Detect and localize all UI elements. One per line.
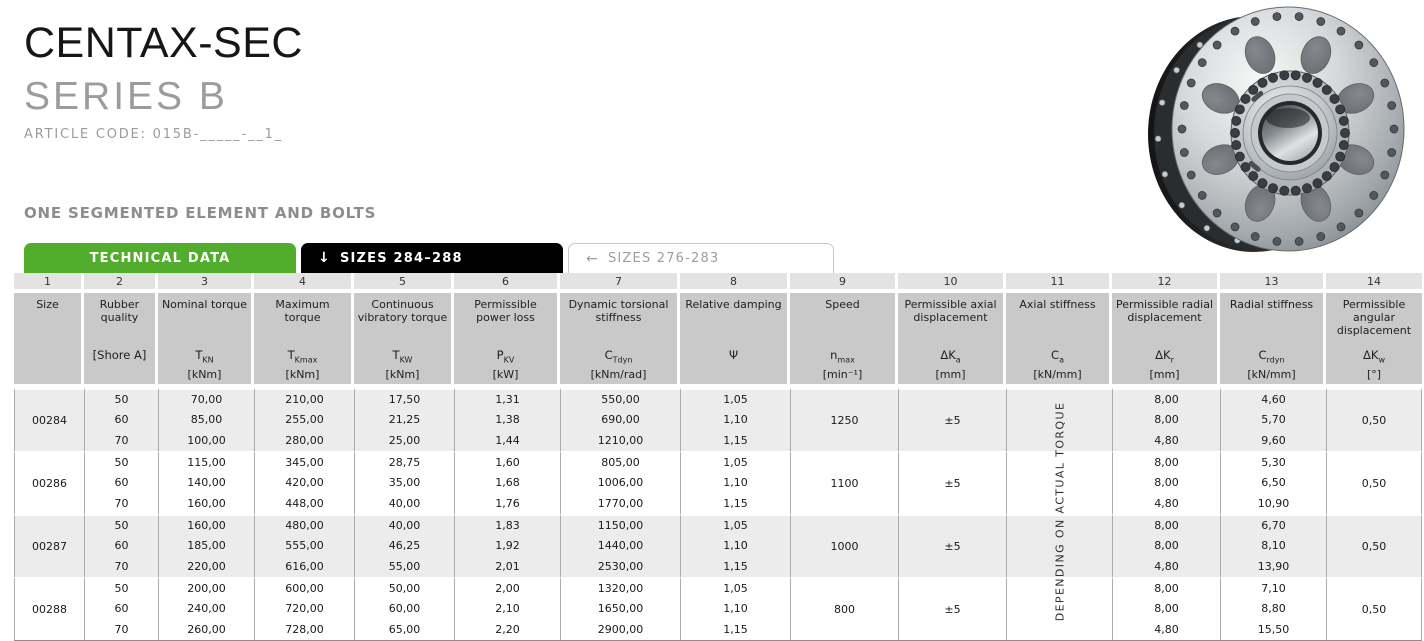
- column-number: 8: [680, 273, 790, 293]
- cell-torsional-stiffness: 1770,00: [560, 493, 680, 514]
- cell-radial-stiffness: 15,50: [1220, 619, 1326, 640]
- cell-damping: 1,15: [680, 556, 790, 577]
- column-number-row: [14, 273, 1422, 293]
- axial-stiffness-note: DEPENDING ON ACTUAL TORQUE: [1053, 401, 1067, 621]
- column-header: Size: [14, 293, 84, 388]
- cell-angular-displacement: 0,50: [1326, 577, 1422, 640]
- cell-damping: 1,15: [680, 619, 790, 640]
- cell-angular-displacement: 0,50: [1326, 388, 1422, 451]
- down-arrow-icon: ↓: [318, 250, 331, 266]
- series-title: SERIES B: [24, 75, 228, 118]
- table-row: [14, 598, 1422, 619]
- column-number: 2: [84, 273, 158, 293]
- cell-maximum-torque: 255,00: [254, 409, 354, 430]
- column-number: 6: [454, 273, 560, 293]
- cell-vibratory-torque: 35,00: [354, 472, 454, 493]
- column-header-row: [14, 293, 1422, 388]
- cell-torsional-stiffness: 1320,00: [560, 577, 680, 598]
- cell-shore: 70: [84, 619, 158, 640]
- product-image: [1138, 2, 1418, 266]
- cell-torsional-stiffness: 690,00: [560, 409, 680, 430]
- cell-nominal-torque: 160,00: [158, 514, 254, 535]
- cell-nominal-torque: 260,00: [158, 619, 254, 640]
- cell-vibratory-torque: 28,75: [354, 451, 454, 472]
- cell-nominal-torque: 70,00: [158, 388, 254, 409]
- cell-speed: 1100: [790, 451, 898, 514]
- cell-maximum-torque: 480,00: [254, 514, 354, 535]
- cell-vibratory-torque: 25,00: [354, 430, 454, 451]
- cell-power-loss: 1,92: [454, 535, 560, 556]
- cell-angular-displacement: 0,50: [1326, 451, 1422, 514]
- cell-vibratory-torque: 17,50: [354, 388, 454, 409]
- cell-power-loss: 1,68: [454, 472, 560, 493]
- cell-radial-stiffness: 4,60: [1220, 388, 1326, 409]
- table-row: [14, 514, 1422, 535]
- table-row: [14, 430, 1422, 451]
- cell-maximum-torque: 210,00: [254, 388, 354, 409]
- cell-maximum-torque: 720,00: [254, 598, 354, 619]
- cell-radial-displacement: 8,00: [1112, 451, 1220, 472]
- cell-damping: 1,10: [680, 535, 790, 556]
- technical-data-table: [14, 273, 1422, 641]
- cell-damping: 1,05: [680, 451, 790, 472]
- cell-vibratory-torque: 55,00: [354, 556, 454, 577]
- cell-torsional-stiffness: 2530,00: [560, 556, 680, 577]
- cell-power-loss: 1,31: [454, 388, 560, 409]
- column-number: 14: [1326, 273, 1422, 293]
- cell-nominal-torque: 85,00: [158, 409, 254, 430]
- cell-torsional-stiffness: 1440,00: [560, 535, 680, 556]
- cell-axial-displacement: ±5: [898, 577, 1006, 640]
- cell-shore: 70: [84, 430, 158, 451]
- cell-maximum-torque: 616,00: [254, 556, 354, 577]
- cell-nominal-torque: 115,00: [158, 451, 254, 472]
- cell-maximum-torque: 420,00: [254, 472, 354, 493]
- cell-vibratory-torque: 40,00: [354, 493, 454, 514]
- table-row: [14, 577, 1422, 598]
- cell-speed: 1250: [790, 388, 898, 451]
- cell-vibratory-torque: 60,00: [354, 598, 454, 619]
- cell-radial-stiffness: 7,10: [1220, 577, 1326, 598]
- cell-size: 00286: [14, 451, 84, 514]
- cell-damping: 1,10: [680, 598, 790, 619]
- cell-power-loss: 1,83: [454, 514, 560, 535]
- column-header: Dynamic torsional stiffness $C_{Tdyn}$ [kNm/rad]: [560, 293, 680, 388]
- cell-axial-displacement: ±5: [898, 388, 1006, 451]
- cell-shore: 60: [84, 598, 158, 619]
- cell-vibratory-torque: 40,00: [354, 514, 454, 535]
- cell-damping: 1,05: [680, 388, 790, 409]
- tab-bar: [24, 243, 834, 273]
- table-row: [14, 493, 1422, 514]
- cell-radial-displacement: 4,80: [1112, 619, 1220, 640]
- cell-radial-displacement: 8,00: [1112, 472, 1220, 493]
- cell-torsional-stiffness: 1210,00: [560, 430, 680, 451]
- cell-radial-displacement: 8,00: [1112, 388, 1220, 409]
- left-arrow-icon: ←: [586, 250, 599, 267]
- cell-torsional-stiffness: 805,00: [560, 451, 680, 472]
- cell-maximum-torque: 448,00: [254, 493, 354, 514]
- cell-shore: 50: [84, 388, 158, 409]
- cell-radial-displacement: 8,00: [1112, 598, 1220, 619]
- cell-radial-displacement: 4,80: [1112, 430, 1220, 451]
- cell-axial-displacement: ±5: [898, 514, 1006, 577]
- column-header: Speed $n_{max}$ [min⁻¹]: [790, 293, 898, 388]
- cell-axial-stiffness: [1006, 514, 1112, 577]
- page-title: CENTAX-SEC: [24, 19, 303, 67]
- cell-shore: 60: [84, 535, 158, 556]
- cell-vibratory-torque: 65,00: [354, 619, 454, 640]
- cell-radial-stiffness: 9,60: [1220, 430, 1326, 451]
- cell-maximum-torque: 345,00: [254, 451, 354, 472]
- column-header: Permissible power loss $P_{KV}$ [kW]: [454, 293, 560, 388]
- cell-radial-displacement: 8,00: [1112, 409, 1220, 430]
- cell-shore: 60: [84, 472, 158, 493]
- cell-nominal-torque: 240,00: [158, 598, 254, 619]
- cell-radial-stiffness: 5,30: [1220, 451, 1326, 472]
- cell-nominal-torque: 185,00: [158, 535, 254, 556]
- cell-power-loss: 2,00: [454, 577, 560, 598]
- table-body: [14, 388, 1422, 640]
- column-number: 13: [1220, 273, 1326, 293]
- column-header: Nominal torque $T_{KN}$ [kNm]: [158, 293, 254, 388]
- column-number: 12: [1112, 273, 1220, 293]
- cell-shore: 50: [84, 451, 158, 472]
- table-row: [14, 619, 1422, 640]
- cell-nominal-torque: 200,00: [158, 577, 254, 598]
- cell-axial-stiffness: [1006, 388, 1112, 451]
- cell-torsional-stiffness: 2900,00: [560, 619, 680, 640]
- cell-damping: 1,10: [680, 409, 790, 430]
- column-header: Axial stiffness $C_a$ [kN/mm]: [1006, 293, 1112, 388]
- cell-shore: 70: [84, 493, 158, 514]
- cell-shore: 60: [84, 409, 158, 430]
- table-head: [14, 273, 1422, 388]
- column-header: Relative damping Ψ: [680, 293, 790, 388]
- cell-radial-displacement: 4,80: [1112, 493, 1220, 514]
- column-number: 9: [790, 273, 898, 293]
- cell-maximum-torque: 555,00: [254, 535, 354, 556]
- cell-radial-displacement: 8,00: [1112, 535, 1220, 556]
- tab-label: TECHNICAL DATA: [89, 250, 231, 266]
- column-header: Permissible radial displacement $\Delta K_r$ [mm]: [1112, 293, 1220, 388]
- cell-radial-stiffness: 5,70: [1220, 409, 1326, 430]
- column-number: 5: [354, 273, 454, 293]
- column-number: 1: [14, 273, 84, 293]
- cell-damping: 1,05: [680, 514, 790, 535]
- article-code: ARTICLE CODE: 015B-_____-__1_: [24, 127, 284, 142]
- tab-sizes-284-288[interactable]: [301, 243, 563, 273]
- cell-radial-displacement: 4,80: [1112, 556, 1220, 577]
- cell-damping: 1,15: [680, 493, 790, 514]
- cell-angular-displacement: 0,50: [1326, 514, 1422, 577]
- cell-radial-stiffness: 8,80: [1220, 598, 1326, 619]
- cell-torsional-stiffness: 1150,00: [560, 514, 680, 535]
- table-row: [14, 535, 1422, 556]
- cell-speed: 800: [790, 577, 898, 640]
- column-header: Permissible angular displacement $\Delta K_w$ [°]: [1326, 293, 1422, 388]
- table-row: [14, 388, 1422, 409]
- table-row: [14, 472, 1422, 493]
- tab-label: SIZES 284–288: [339, 250, 463, 266]
- cell-power-loss: 2,20: [454, 619, 560, 640]
- cell-radial-stiffness: 6,70: [1220, 514, 1326, 535]
- column-header: Radial stiffness $C_{rdyn}$ [kN/mm]: [1220, 293, 1326, 388]
- technical-data-table-wrap: [14, 273, 1422, 641]
- cell-torsional-stiffness: 550,00: [560, 388, 680, 409]
- cell-maximum-torque: 600,00: [254, 577, 354, 598]
- cell-size: 00287: [14, 514, 84, 577]
- tab-sizes-276-283[interactable]: [568, 243, 834, 273]
- cell-damping: 1,15: [680, 430, 790, 451]
- cell-power-loss: 2,01: [454, 556, 560, 577]
- cell-radial-stiffness: 8,10: [1220, 535, 1326, 556]
- cell-axial-displacement: ±5: [898, 451, 1006, 514]
- cell-damping: 1,10: [680, 472, 790, 493]
- cell-vibratory-torque: 21,25: [354, 409, 454, 430]
- section-label: ONE SEGMENTED ELEMENT AND BOLTS: [24, 204, 377, 222]
- column-number: 11: [1006, 273, 1112, 293]
- cell-radial-displacement: 8,00: [1112, 514, 1220, 535]
- cell-maximum-torque: 280,00: [254, 430, 354, 451]
- column-header: Maximum torque $T_{Kmax}$ [kNm]: [254, 293, 354, 388]
- cell-size: 00284: [14, 388, 84, 451]
- cell-vibratory-torque: 46,25: [354, 535, 454, 556]
- cell-power-loss: 1,60: [454, 451, 560, 472]
- tab-label: SIZES 276-283: [607, 251, 720, 266]
- tab-technical-data[interactable]: [24, 243, 296, 273]
- cell-torsional-stiffness: 1650,00: [560, 598, 680, 619]
- cell-power-loss: 1,38: [454, 409, 560, 430]
- cell-torsional-stiffness: 1006,00: [560, 472, 680, 493]
- cell-radial-stiffness: 13,90: [1220, 556, 1326, 577]
- cell-shore: 50: [84, 514, 158, 535]
- cell-power-loss: 1,44: [454, 430, 560, 451]
- column-number: 7: [560, 273, 680, 293]
- cell-speed: 1000: [790, 514, 898, 577]
- column-number: 10: [898, 273, 1006, 293]
- cell-axial-stiffness: [1006, 577, 1112, 640]
- cell-nominal-torque: 100,00: [158, 430, 254, 451]
- cell-radial-stiffness: 6,50: [1220, 472, 1326, 493]
- cell-shore: 50: [84, 577, 158, 598]
- column-number: 4: [254, 273, 354, 293]
- column-number: 3: [158, 273, 254, 293]
- column-header: Permissible axial displacement $\Delta K_a$ [mm]: [898, 293, 1006, 388]
- cell-size: 00288: [14, 577, 84, 640]
- cell-power-loss: 2,10: [454, 598, 560, 619]
- cell-vibratory-torque: 50,00: [354, 577, 454, 598]
- cell-damping: 1,05: [680, 577, 790, 598]
- cell-nominal-torque: 160,00: [158, 493, 254, 514]
- cell-radial-displacement: 8,00: [1112, 577, 1220, 598]
- cell-power-loss: 1,76: [454, 493, 560, 514]
- cell-shore: 70: [84, 556, 158, 577]
- table-row: [14, 556, 1422, 577]
- table-row: [14, 409, 1422, 430]
- table-row: [14, 451, 1422, 472]
- column-header: Rubber quality [Shore A]: [84, 293, 158, 388]
- cell-maximum-torque: 728,00: [254, 619, 354, 640]
- cell-nominal-torque: 220,00: [158, 556, 254, 577]
- cell-axial-stiffness: [1006, 451, 1112, 514]
- title-block: [24, 20, 303, 142]
- cell-radial-stiffness: 10,90: [1220, 493, 1326, 514]
- cell-nominal-torque: 140,00: [158, 472, 254, 493]
- column-header: Continuous vibratory torque $T_{KW}$ [kNm]: [354, 293, 454, 388]
